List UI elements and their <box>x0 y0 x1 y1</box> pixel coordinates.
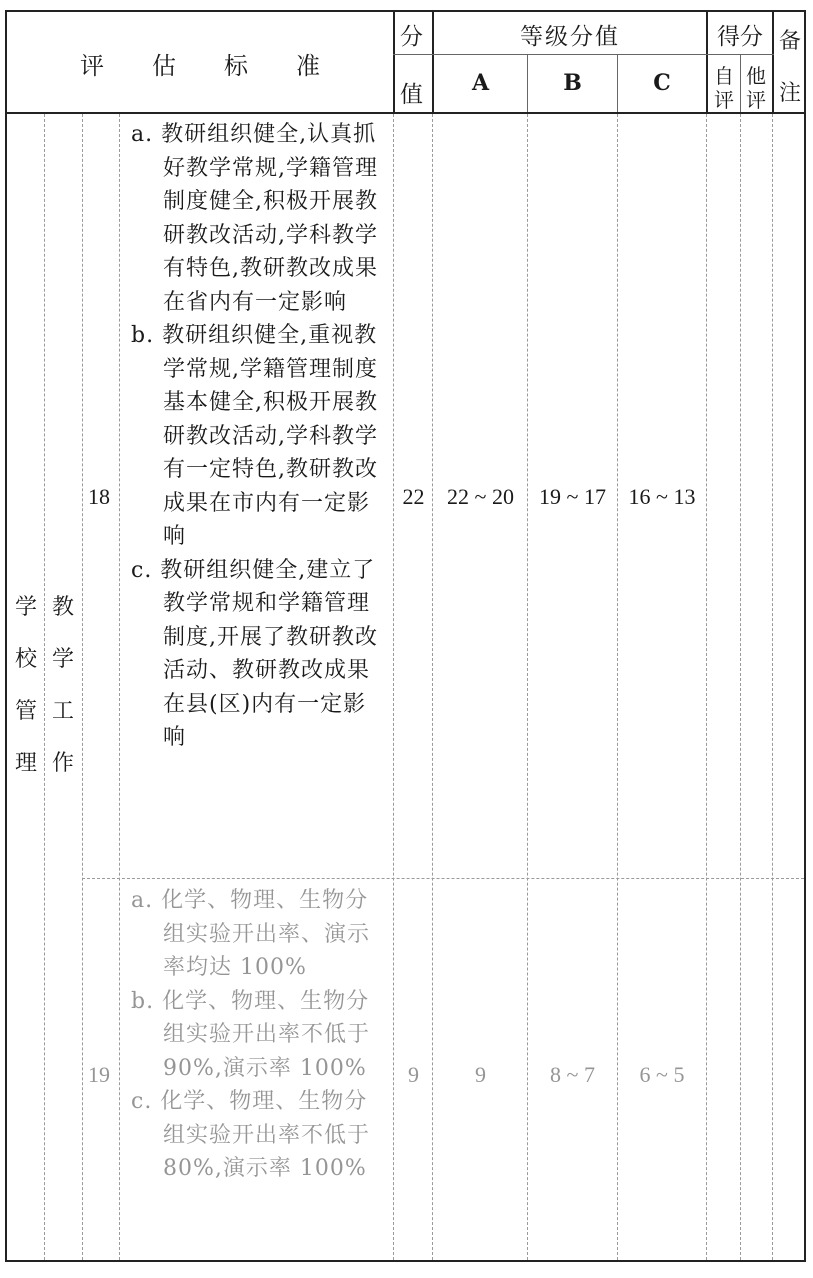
grade-c-range: 16 ~ 13 <box>628 484 696 509</box>
col-line-criteria <box>393 10 395 114</box>
category-level1-char: 学 <box>14 595 37 620</box>
header-self-2: 评 <box>714 88 734 112</box>
criteria-item: c. 化学、物理、生物分组实验开出率不低于 80%,演示率 100% <box>131 1089 371 1181</box>
row-number: 19 <box>88 1062 110 1087</box>
criteria-item: a. 化学、物理、生物分组实验开出率、演示率均达 100% <box>131 888 371 980</box>
header-bottom <box>5 112 806 114</box>
criteria-list <box>131 118 381 755</box>
criteria-list <box>131 884 381 1186</box>
frame-right <box>804 10 806 1262</box>
row-separator <box>82 878 804 879</box>
header-grade-c: C <box>653 70 671 96</box>
grade-c-range: 6 ~ 5 <box>639 1062 685 1087</box>
frame-bottom <box>5 1260 806 1262</box>
body-line-other <box>772 114 773 1260</box>
category-level1 <box>13 582 39 790</box>
body-line-self <box>740 114 741 1260</box>
body-line-criteria <box>393 114 394 1260</box>
row-value: 9 <box>408 1062 419 1087</box>
header-remark-1: 备 <box>779 29 802 54</box>
category-level2-char: 学 <box>51 647 74 672</box>
row-number: 18 <box>88 484 110 509</box>
row-value: 22 <box>402 484 425 509</box>
grade-b-range: 19 ~ 17 <box>539 484 606 509</box>
category-level2-char: 工 <box>51 699 74 724</box>
header-score: 得分 <box>717 24 763 50</box>
body-line-number <box>119 114 120 1260</box>
criteria-item: c. 教研组织健全,建立了教学常规和学籍管理制度,开展了教研教改活动、教研教改成果在县(区)内有一定影响 <box>131 557 378 750</box>
criteria-item: b. 教研组织健全,重视教学常规,学籍管理制度基本健全,积极开展教研教改活动,学科教学有一定特色,教研教改成果在市内有一定影响 <box>131 323 378 549</box>
header-grade-values: 等级分值 <box>520 24 620 50</box>
body-line-a <box>527 114 528 1260</box>
header-mid-line <box>393 54 774 55</box>
category-level2-char: 作 <box>51 751 74 776</box>
category-level2 <box>50 582 76 790</box>
category-level1-char: 理 <box>14 751 37 776</box>
header-remark-2: 注 <box>779 81 802 106</box>
header-grade-a: A <box>471 70 490 96</box>
body-line-value <box>432 114 433 1260</box>
category-level1-char: 管 <box>14 699 37 724</box>
header-criteria: 评 估 标 准 <box>80 52 320 80</box>
body-line-c <box>706 114 707 1260</box>
grade-a-range: 22 ~ 20 <box>447 484 514 509</box>
header-value-fen: 分 <box>400 24 423 50</box>
frame-left <box>5 10 7 1262</box>
frame-top <box>5 10 806 12</box>
criteria-item: b. 化学、物理、生物分组实验开出率不低于 90%,演示率 100% <box>131 988 371 1081</box>
body-line-level1 <box>44 114 45 1260</box>
header-self-1: 自 <box>714 64 734 88</box>
col-line-self <box>740 54 741 112</box>
header-grade-b: B <box>563 70 582 96</box>
category-level2-char: 教 <box>51 595 74 620</box>
header-other-1: 他 <box>746 64 766 88</box>
grade-b-range: 8 ~ 7 <box>550 1062 595 1087</box>
category-level1-char: 校 <box>14 647 37 672</box>
grade-a-range: 9 <box>475 1062 486 1087</box>
body-line-b <box>617 114 618 1260</box>
header-value-zhi: 值 <box>400 82 423 108</box>
body-line-level2 <box>82 114 83 1260</box>
header-other-2: 评 <box>746 88 766 112</box>
criteria-item: a. 教研组织健全,认真抓好教学常规,学籍管理制度健全,积极开展教研教改活动,学科教学有特色,教研教改成果在省内有一定影响 <box>131 122 378 315</box>
col-line-score <box>772 10 774 114</box>
